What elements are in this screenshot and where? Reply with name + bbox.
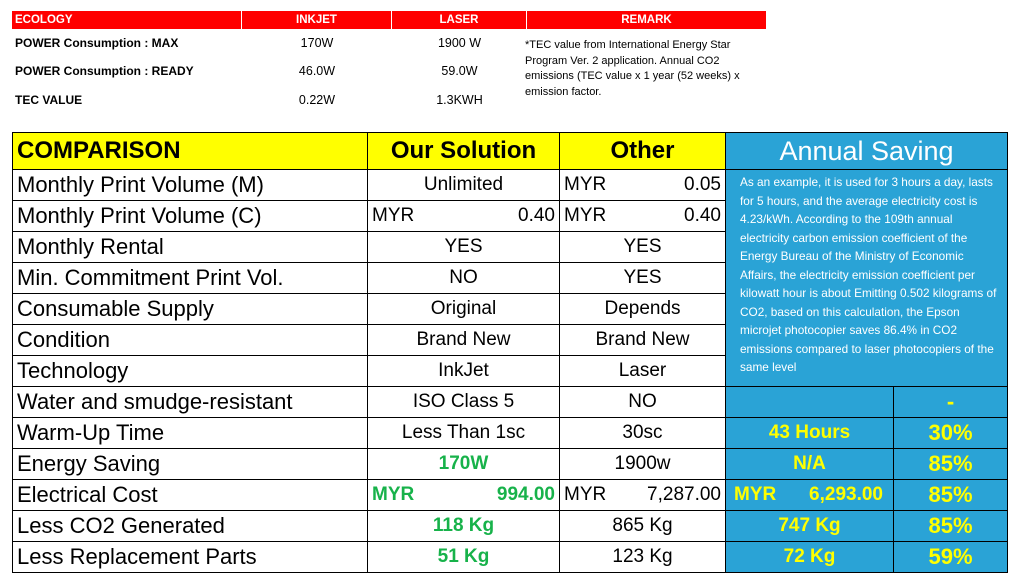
saving-value: 747 Kg: [726, 511, 894, 542]
ours-value: [368, 480, 560, 511]
other-value: 30sc: [560, 418, 726, 449]
row-label: Less CO2 Generated: [13, 511, 368, 542]
saving-percent: 30%: [894, 418, 1008, 449]
table-row: [13, 511, 1008, 542]
amount: 0.40: [518, 205, 555, 226]
laser-value: 1.3KWH: [436, 93, 483, 107]
other-value: [560, 480, 726, 511]
saving-value: N/A: [726, 449, 894, 480]
other-value: [560, 170, 726, 201]
row-label: Electrical Cost: [13, 480, 368, 511]
other-value: 123 Kg: [560, 542, 726, 573]
table-row: [13, 480, 1008, 511]
ours-value: NO: [368, 263, 560, 294]
table-row: [13, 418, 1008, 449]
row-label: Monthly Rental: [13, 232, 368, 263]
row-label: Condition: [13, 325, 368, 356]
row-label: Less Replacement Parts: [13, 542, 368, 573]
ours-value: 51 Kg: [368, 542, 560, 573]
row-label: TEC VALUE: [15, 93, 83, 107]
header-our-solution: Our Solution: [368, 133, 560, 170]
header-laser: LASER: [392, 11, 527, 29]
amount: 6,293.00: [809, 484, 883, 505]
other-value: YES: [560, 263, 726, 294]
ours-value: 170W: [368, 449, 560, 480]
laser-value: 1900 W: [437, 36, 482, 50]
saving-percent: 85%: [894, 480, 1008, 511]
amount: 994.00: [496, 484, 555, 505]
other-value: Brand New: [560, 325, 726, 356]
header-annual-saving: Annual Saving: [726, 133, 1008, 170]
table-row: [13, 170, 1008, 201]
row-label: POWER Consumption : MAX: [15, 36, 179, 50]
saving-value: [726, 387, 894, 418]
table-row: [12, 34, 527, 52]
header-other: Other: [560, 133, 726, 170]
saving-percent: 59%: [894, 542, 1008, 573]
other-value: Depends: [560, 294, 726, 325]
ours-value: ISO Class 5: [368, 387, 560, 418]
saving-percent: 85%: [894, 449, 1008, 480]
amount: 0.40: [684, 205, 721, 226]
table-row: [13, 542, 1008, 573]
currency-label: MYR: [564, 484, 607, 505]
row-label: Warm-Up Time: [13, 418, 368, 449]
header-comparison: COMPARISON: [13, 133, 368, 170]
ours-value: YES: [368, 232, 560, 263]
comparison-table: [12, 132, 1008, 573]
other-value: [560, 201, 726, 232]
ecology-table: [12, 11, 766, 124]
header-remark: REMARK: [621, 14, 672, 26]
table-row: [13, 449, 1008, 480]
other-value: NO: [560, 387, 726, 418]
saving-value: [726, 480, 894, 511]
header-ecology: ECOLOGY: [12, 11, 242, 29]
currency-label: MYR: [564, 205, 607, 226]
ours-value: Unlimited: [368, 170, 560, 201]
other-value: YES: [560, 232, 726, 263]
other-value: Laser: [560, 356, 726, 387]
row-label: Energy Saving: [13, 449, 368, 480]
table-row: [13, 387, 1008, 418]
saving-value: 43 Hours: [726, 418, 894, 449]
table-row: [12, 62, 527, 80]
ours-value: Less Than 1sc: [368, 418, 560, 449]
laser-value: 59.0W: [441, 64, 478, 78]
row-label: Water and smudge-resistant: [13, 387, 368, 418]
ecology-header-row: [12, 11, 766, 29]
inkjet-value: 46.0W: [298, 64, 336, 78]
ours-value: InkJet: [368, 356, 560, 387]
remark-text: *TEC value from International Energy Star Program Ver. 2 application. Annual CO2 emissions (TEC value x 1 year (52 weeks) x emission factor.: [525, 39, 740, 98]
ours-value: Brand New: [368, 325, 560, 356]
other-value: 865 Kg: [560, 511, 726, 542]
inkjet-value: 170W: [300, 36, 334, 50]
row-label: Monthly Print Volume (M): [13, 170, 368, 201]
saving-percent: -: [894, 387, 1008, 418]
currency-label: MYR: [564, 174, 607, 195]
row-label: POWER Consumption : READY: [15, 64, 194, 78]
amount: 0.05: [684, 174, 721, 195]
amount: 7,287.00: [647, 484, 721, 505]
ours-value: Original: [368, 294, 560, 325]
row-label: Consumable Supply: [13, 294, 368, 325]
ours-value: [368, 201, 560, 232]
table-row: [12, 91, 527, 109]
comparison-header-row: [13, 133, 1008, 170]
currency-label: MYR: [372, 205, 415, 226]
saving-value: 72 Kg: [726, 542, 894, 573]
annual-saving-note: As an example, it is used for 3 hours a day, lasts for 5 hours, and the average electricity cost is 4.23/kWh. According to the 109th annual electricity carbon emission coefficient of the Energy Bureau of the Ministry of Economic Affairs, the electricity emission coefficient per kilowatt hour is about Emitting 0.502 kilograms of CO2, based on this calculation, the Epson microjet photocopier saves 86.4% in CO2 emissions compared to laser photocopiers of the same level: [726, 170, 1008, 387]
saving-percent: 85%: [894, 511, 1008, 542]
inkjet-value: 0.22W: [298, 93, 336, 107]
ours-value: 118 Kg: [368, 511, 560, 542]
row-label: Technology: [13, 356, 368, 387]
currency-label: MYR: [734, 484, 777, 505]
other-value: 1900w: [560, 449, 726, 480]
header-inkjet: INKJET: [242, 11, 392, 29]
row-label: Monthly Print Volume (C): [13, 201, 368, 232]
currency-label: MYR: [372, 484, 415, 505]
row-label: Min. Commitment Print Vol.: [13, 263, 368, 294]
